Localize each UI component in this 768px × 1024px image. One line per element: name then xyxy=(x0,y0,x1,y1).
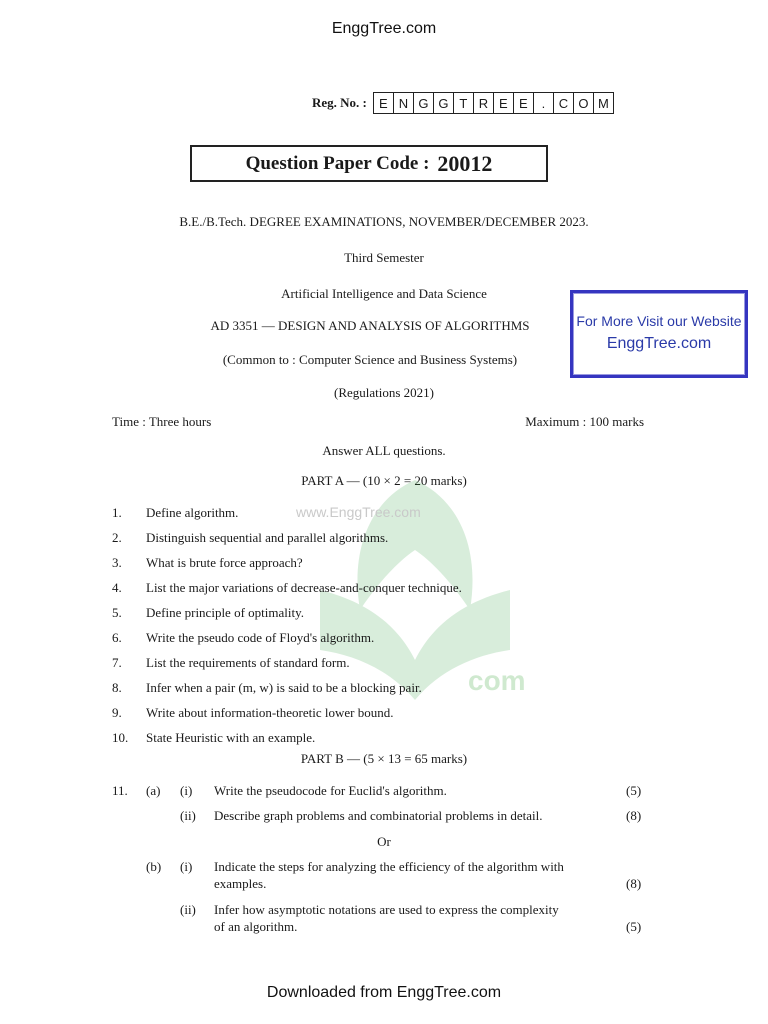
footer-download-note: Downloaded from EnggTree.com xyxy=(266,984,502,1001)
reg-char-box: E xyxy=(494,93,514,113)
reg-char-box: C xyxy=(554,93,574,113)
part-a-question xyxy=(112,625,652,650)
q11a-i-marks: (5) xyxy=(626,783,642,798)
reg-boxes xyxy=(373,92,614,114)
exam-title: B.E./B.Tech. DEGREE EXAMINATIONS, NOVEMBER/DECEMBER 2023. xyxy=(179,214,589,229)
question-text: Write the pseudo code of Floyd's algorithm. xyxy=(146,629,375,645)
q11b-ii-marks: (5) xyxy=(626,919,642,934)
question-number: 7. xyxy=(112,654,122,670)
q11a-label: (a) xyxy=(146,783,161,798)
part-a-question xyxy=(112,675,652,700)
question-number: 4. xyxy=(112,579,122,595)
question-text: What is brute force approach? xyxy=(146,554,303,570)
reg-char-box: G xyxy=(414,93,434,113)
part-a-question xyxy=(112,650,652,675)
part-a-question xyxy=(112,600,652,625)
question-text: Write about information-theoretic lower bound. xyxy=(146,704,394,720)
question-number: 9. xyxy=(112,704,122,720)
question-number: 3. xyxy=(112,554,122,570)
question-text: Distinguish sequential and parallel algorithms. xyxy=(146,529,389,545)
q11b-label: (b) xyxy=(146,859,162,874)
question-text: State Heuristic with an example. xyxy=(146,729,316,745)
reg-char-box: N xyxy=(394,93,414,113)
part-a-question xyxy=(112,700,652,725)
reg-number xyxy=(312,92,614,114)
promo-line1: For More Visit our Website xyxy=(576,313,742,329)
reg-char-box: R xyxy=(474,93,494,113)
watermark-url: www.EnggTree.com xyxy=(296,504,421,520)
q11a-i-text: Write the pseudocode for Euclid's algorithm. xyxy=(214,783,447,798)
time-allowed: Time : Three hours xyxy=(112,414,212,429)
q11b-ii-label: (ii) xyxy=(180,902,196,917)
reg-char-box: E xyxy=(374,93,394,113)
q11b-i-marks: (8) xyxy=(626,876,642,891)
q11b-i-line2: examples. xyxy=(214,876,267,891)
q11a-ii-marks: (8) xyxy=(626,808,642,823)
q11a-ii-text: Describe graph problems and combinatorial problems in detail. xyxy=(214,808,543,823)
watermark-tail: com xyxy=(468,665,526,696)
question-text: List the major variations of decrease-and-conquer technique. xyxy=(146,579,462,595)
promo-line2: EnggTree.com xyxy=(606,335,712,352)
qpc-code: 20012 xyxy=(437,150,493,176)
q11-number: 11. xyxy=(112,783,128,798)
instructions: Answer ALL questions. xyxy=(322,443,446,458)
reg-char-box: E xyxy=(514,93,534,113)
common-to: (Common to : Computer Science and Business Systems) xyxy=(222,352,518,367)
qpc-label: Question Paper Code : xyxy=(245,152,430,174)
reg-label: Reg. No. : xyxy=(312,95,367,110)
or-separator: Or xyxy=(377,834,391,849)
reg-char-box: . xyxy=(534,93,554,113)
question-number: 8. xyxy=(112,679,122,695)
question-text: Define principle of optimality. xyxy=(146,604,304,620)
part-a-question xyxy=(112,725,652,750)
semester: Third Semester xyxy=(344,250,424,265)
regulations: (Regulations 2021) xyxy=(333,385,434,400)
question-number: 2. xyxy=(112,529,122,545)
part-a-questions xyxy=(112,500,652,750)
time-row xyxy=(112,414,644,430)
q11b-i-line1: Indicate the steps for analyzing the efficiency of the algorithm with xyxy=(214,859,564,874)
q11b-ii-line2: of an algorithm. xyxy=(214,919,298,934)
part-a-question xyxy=(112,550,652,575)
header-site-name: EnggTree.com xyxy=(331,20,437,37)
reg-char-box: O xyxy=(574,93,594,113)
reg-char-box: G xyxy=(434,93,454,113)
part-a-question xyxy=(112,575,652,600)
question-number: 10. xyxy=(112,729,129,745)
q11a-i-label: (i) xyxy=(180,783,193,798)
department: Artificial Intelligence and Data Science xyxy=(281,286,487,301)
question-number: 1. xyxy=(112,504,122,520)
reg-char-box: T xyxy=(454,93,474,113)
reg-char-box: M xyxy=(597,95,609,111)
q11b-ii-line1: Infer how asymptotic notations are used to express the complexity xyxy=(214,902,559,917)
part-b-title: PART B — (5 × 13 = 65 marks) xyxy=(300,751,468,766)
question-number: 5. xyxy=(112,604,122,620)
question-text: Define algorithm. xyxy=(146,504,239,520)
max-marks: Maximum : 100 marks xyxy=(525,414,644,429)
course-title: AD 3351 — DESIGN AND ANALYSIS OF ALGORITHMS xyxy=(210,318,530,333)
part-a-question xyxy=(112,500,652,525)
question-paper-code xyxy=(190,145,548,182)
part-a-title: PART A — (10 × 2 = 20 marks) xyxy=(301,473,467,488)
question-text: Infer when a pair (m, w) is said to be a blocking pair. xyxy=(146,679,422,695)
website-promo-box xyxy=(570,290,748,378)
part-a-question xyxy=(112,525,652,550)
q11b-i-label: (i) xyxy=(180,859,193,874)
question-number: 6. xyxy=(112,629,122,645)
question-text: List the requirements of standard form. xyxy=(146,654,350,670)
q11a-ii-label: (ii) xyxy=(180,808,196,823)
